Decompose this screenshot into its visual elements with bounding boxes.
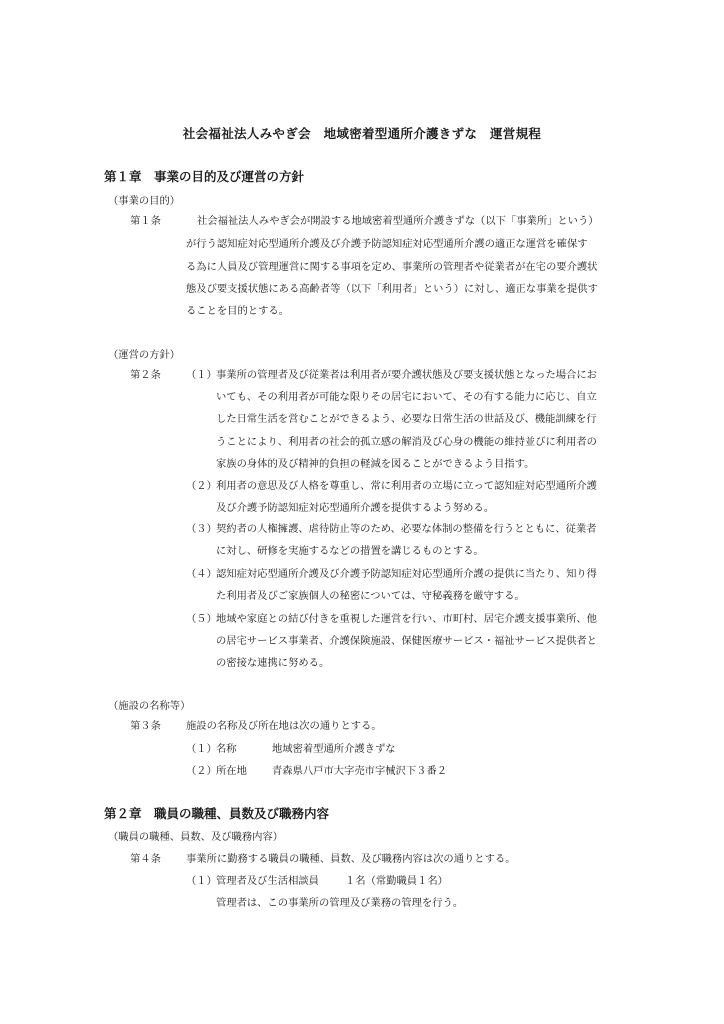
staff-item-number: （１）	[186, 875, 217, 887]
staff-intro: 事業所に勤務する職員の職種、員数、及び職務内容は次の通りとする。	[186, 853, 516, 865]
article-2-number: 第２条	[130, 369, 161, 381]
document-title: 社会福祉法人みやぎ会 地域密着型通所介護きずな 運営規程	[182, 126, 542, 141]
facility-address-value: 青森県八戸市大字売市字械沢下３番２	[272, 765, 448, 777]
facility-name-label: 名称	[216, 743, 237, 755]
policy-item-line: 及び介護予防認知症対応型通所介護を提供するよう努める。	[216, 502, 495, 514]
policy-item-line: 契約者の人権擁護、虐待防止等のため、必要な体制の整備を行うとともに、従業者	[216, 523, 597, 535]
policy-item-line: した日常生活を営むことができるよう、必要な日常生活の世話及び、機能訓練を行	[216, 413, 597, 425]
policy-item-line: の居宅サービス事業者、介護保険施設、保健医療サービス・福祉サービス提供者と	[216, 635, 597, 647]
policy-item-line: に対し、研修を実施するなどの措置を講じるものとする。	[216, 545, 484, 557]
policy-item-line: 認知症対応型通所介護及び介護予防認知症対応型通所介護の提供に当たり、知り得	[216, 568, 597, 580]
policy-heading: （運営の方針）	[108, 349, 181, 361]
facility-address-label: 所在地	[216, 765, 247, 777]
chapter-1-heading: 第１章 事業の目的及び運営の方針	[104, 169, 305, 184]
facility-name-value: 地域密着型通所介護きずな	[272, 743, 396, 755]
policy-item-line: 事業所の管理者及び従業者は利用者が要介護状態及び要支援状態となった場合にお	[216, 369, 597, 381]
article-4-number: 第４条	[130, 853, 161, 865]
article-3-number: 第３条	[130, 720, 161, 732]
facility-row-number: （２）	[186, 765, 217, 777]
staff-item-count: １名（常勤職員１名）	[345, 875, 448, 887]
article-1-line: る為に人員及び管理運営に関する事項を定め、事業所の管理者や従業者が在宅の要介護状	[186, 261, 598, 273]
policy-item-number: （２）	[186, 480, 217, 492]
staff-item-description: 管理者は、この事業所の管理及び業務の管理を行う。	[216, 897, 464, 909]
policy-item-number: （５）	[186, 613, 217, 625]
facility-row-number: （１）	[186, 743, 217, 755]
article-1-line: ることを目的とする。	[186, 305, 289, 317]
article-1-line: が行う認知症対応型通所介護及び介護予防認知症対応型通所介護の適正な運営を確保す	[186, 238, 588, 250]
staff-heading: （職員の職種、員数、及び職務内容）	[108, 831, 284, 843]
policy-item-line: 家族の身体的及び精神的負担の軽減を図ることができるよう目指す。	[216, 458, 535, 470]
policy-item-number: （４）	[186, 568, 217, 580]
policy-item-line: た利用者及びご家族個人の秘密については、守秘義務を厳守する。	[216, 590, 525, 602]
policy-item-line: うことにより、利用者の社会的孤立感の解消及び心身の機能の維持並びに利用者の	[216, 436, 597, 448]
policy-item-line: の密接な連携に努める。	[216, 657, 330, 669]
purpose-heading: （事業の目的）	[108, 195, 181, 207]
facility-heading: （施設の名称等）	[108, 700, 191, 712]
article-1-line: 社会福祉法人みやぎ会が開設する地域密着型通所介護きずな（以下「事業所」という）	[197, 215, 599, 227]
facility-intro: 施設の名称及び所在地は次の通りとする。	[186, 720, 382, 732]
policy-item-line: いても、その利用者が可能な限りその居宅において、その有する能力に応じ、自立	[216, 391, 597, 403]
article-1-line: 態及び要支援状態にある高齢者等（以下「利用者」という）に対し、適正な事業を提供す	[186, 283, 598, 295]
policy-item-line: 地域や家庭との結び付きを重視した運営を行い、市町村、居宅介護支援事業所、他	[216, 613, 597, 625]
policy-item-line: 利用者の意思及び人格を尊重し、常に利用者の立場に立って認知症対応型通所介護	[216, 480, 597, 492]
chapter-2-heading: 第２章 職員の職種、員数及び職務内容	[104, 806, 330, 821]
policy-item-number: （３）	[186, 523, 217, 535]
staff-item-label: 管理者及び生活相談員	[216, 875, 319, 887]
policy-item-number: （１）	[186, 369, 217, 381]
article-1-number: 第１条	[130, 215, 161, 227]
